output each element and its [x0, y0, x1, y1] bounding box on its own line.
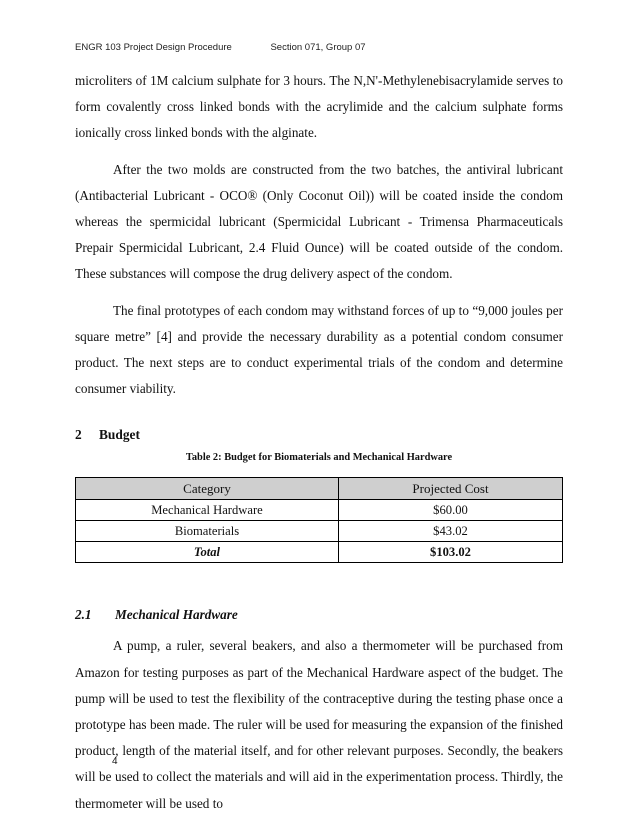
table-caption: Table 2: Budget for Biomaterials and Mechanical Hardware: [185, 452, 453, 464]
subsection-number: 2.1: [75, 607, 92, 623]
header-section: Section 071, Group 07: [270, 42, 366, 53]
total-label: Total: [76, 542, 339, 563]
header-course: ENGR 103 Project Design Procedure: [75, 42, 232, 53]
row-category: Biomaterials: [76, 521, 339, 542]
total-cost: $103.02: [339, 542, 563, 563]
paragraph-lubricants: After the two molds are constructed from the two batches, the antiviral lubricant (Antibacterial Lubricant - OCO® (Only Coconut Oil)) will be coated inside the condom whereas the spermicidal lubricant (Spermicidal Lubricant - Trimensa Pharmaceuticals Prepair Spermicidal Lubricant, 2.4 Fluid Ounce) will be coated outside of the condom. These substances will compose the drug delivery aspect of the condom.: [75, 161, 563, 282]
row-cost: $60.00: [339, 500, 563, 521]
section-heading-budget: [75, 424, 563, 446]
header-projected-cost: Projected Cost: [339, 478, 563, 500]
budget-table: [75, 477, 563, 563]
table-header-row: [76, 478, 563, 500]
row-category: Mechanical Hardware: [76, 500, 339, 521]
header-category: Category: [76, 478, 339, 500]
table-total-row: [76, 542, 563, 563]
document-body: [75, 68, 563, 827]
subsection-title: Mechanical Hardware: [115, 607, 238, 623]
paragraph-mechanical-hardware: A pump, a ruler, several beakers, and also a thermometer will be purchased from Amazon for testing purposes as part of the Mechanical Hardware aspect of the budget. The pump will be used to test the flexibility of the contraceptive during the testing phase once a prototype has been made. The ruler will be used for measuring the expansion of the finished product, length of the material itself, and for other relevant purposes. Secondly, the beakers will be used to collect the materials and will aid in the experimentation process. Thirdly, the thermometer will be used to: [75, 638, 563, 811]
page-header: [75, 42, 366, 53]
row-cost: $43.02: [339, 521, 563, 542]
page-number: 4: [112, 756, 118, 767]
section-number: 2: [75, 427, 82, 443]
table-row: [76, 521, 563, 542]
subsection-heading-mechanical-hardware: [75, 607, 563, 623]
section-title: Budget: [99, 427, 140, 443]
paragraph-prototypes: The final prototypes of each condom may withstand forces of up to “9,000 joules per square metre” [4] and provide the necessary durability as a potential condom consumer product. The next steps are to conduct experimental trials of the condom and determine consumer viability.: [75, 302, 563, 397]
paragraph-crosslinking: microliters of 1M calcium sulphate for 3 hours. The N,N'-Methylenebisacrylamide serves to form covalently cross linked bonds with the acrylimide and the calcium sulphate forms ionically cross linked bonds with the alginate.: [75, 73, 563, 141]
table-row: [76, 500, 563, 521]
